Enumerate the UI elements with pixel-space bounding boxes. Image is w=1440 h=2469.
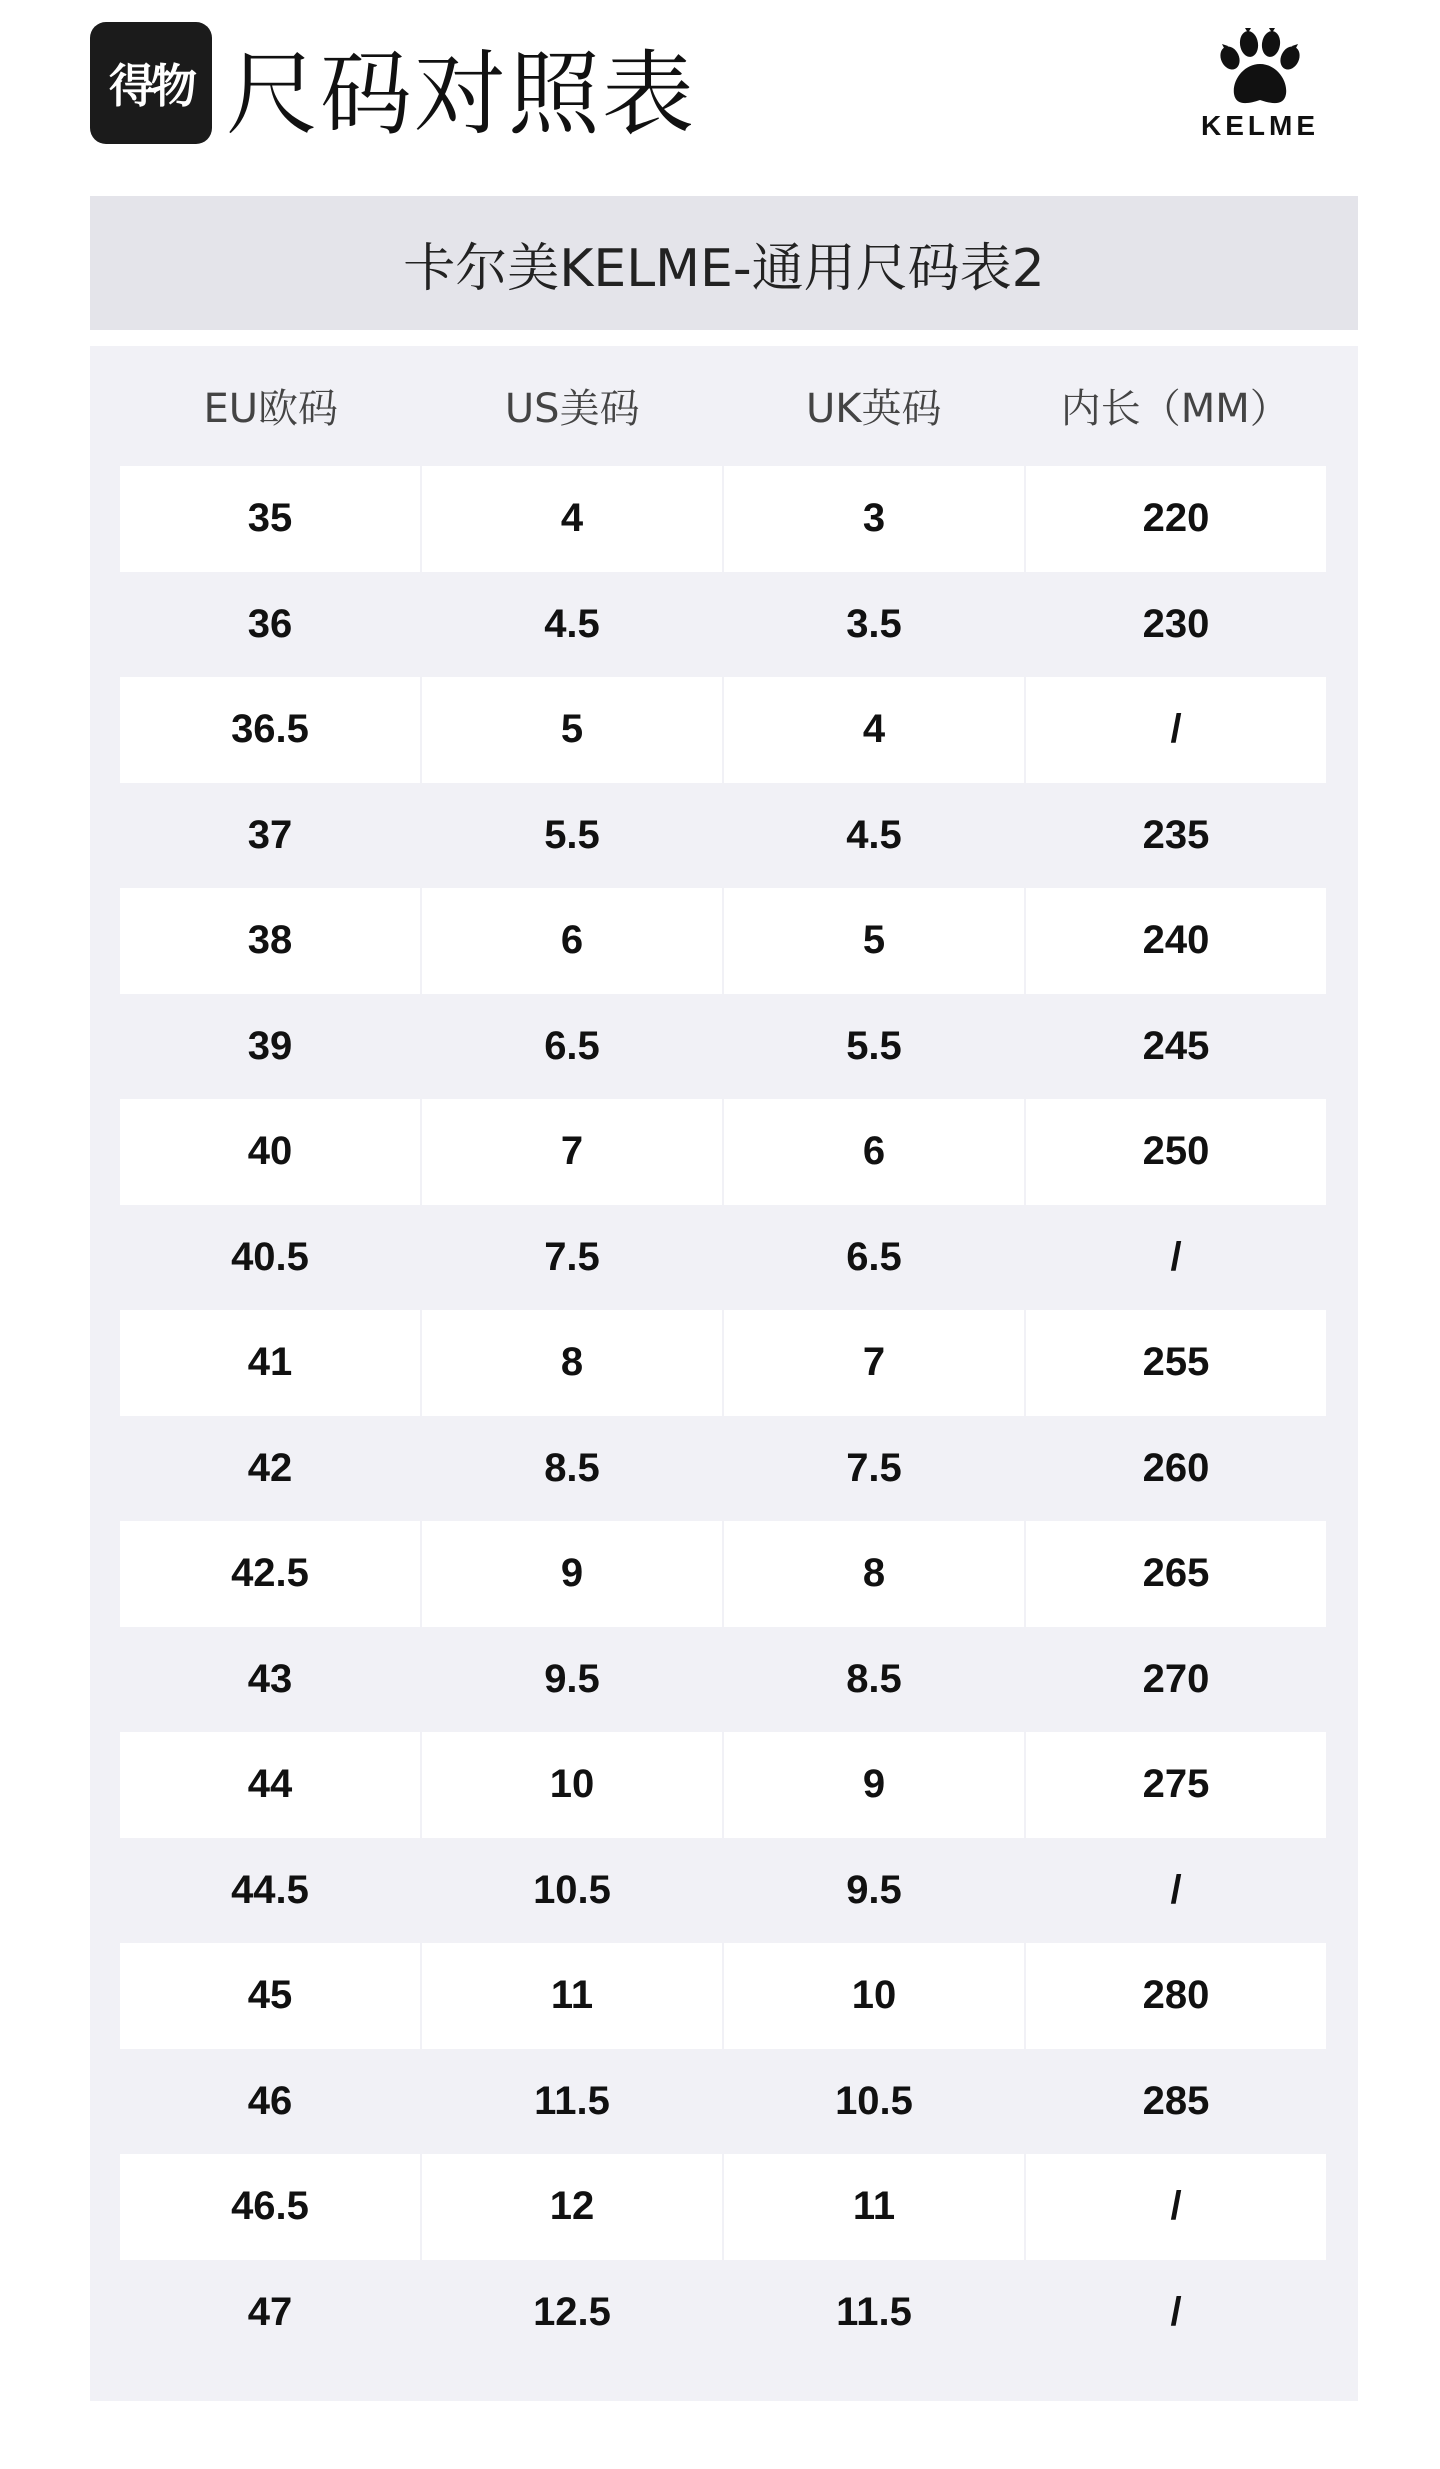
cell-uk: 5.5 <box>724 994 1026 1100</box>
table-title: 卡尔美KELME-通用尺码表2 <box>403 238 1045 299</box>
cell-eu: 38 <box>120 888 422 994</box>
column-header-uk: UK英码 <box>805 385 942 432</box>
cell-eu: 47 <box>120 2260 422 2366</box>
cell-uk: 8.5 <box>724 1627 1026 1733</box>
cell-uk: 8 <box>724 1521 1026 1627</box>
cell-us: 8 <box>422 1310 724 1416</box>
cell-uk: 3 <box>724 466 1026 572</box>
table-row <box>120 2260 1326 2366</box>
kelme-logo <box>1180 24 1340 154</box>
cell-eu: 44.5 <box>120 1838 422 1944</box>
table-title-banner <box>90 196 1358 330</box>
table-row <box>120 1627 1326 1733</box>
cell-inner-length: / <box>1026 2154 1326 2260</box>
cell-eu: 40.5 <box>120 1205 422 1311</box>
cell-inner-length: / <box>1170 1867 1182 1912</box>
table-row <box>120 1521 1326 1627</box>
table-row <box>120 1205 1326 1311</box>
dewu-logo-badge <box>90 22 212 144</box>
cell-uk: 4.5 <box>724 783 1026 889</box>
table-row <box>120 1732 1326 1838</box>
cell-us: 6 <box>422 888 724 994</box>
cell-us: 10 <box>422 1732 724 1838</box>
cell-us: 9.5 <box>422 1627 724 1733</box>
cell-uk: 3.5 <box>724 572 1026 678</box>
cell-us: 11 <box>422 1943 724 2049</box>
cell-uk: 6 <box>724 1099 1026 1205</box>
cell-eu: 37 <box>120 783 422 889</box>
cell-uk: 4 <box>724 677 1026 783</box>
size-table <box>90 346 1358 2401</box>
cell-uk: 11 <box>724 2154 1026 2260</box>
cell-us: 9 <box>422 1521 724 1627</box>
table-row <box>120 1099 1326 1205</box>
cell-inner-length: 220 <box>1026 466 1326 572</box>
cell-us: 7.5 <box>422 1205 724 1311</box>
cell-us: 10.5 <box>422 1838 724 1944</box>
cell-inner-length: / <box>1170 1234 1182 1279</box>
cell-inner-length: 235 <box>1142 812 1210 857</box>
cell-eu: 43 <box>120 1627 422 1733</box>
cell-eu: 42 <box>120 1416 422 1522</box>
cell-uk: 5 <box>724 888 1026 994</box>
cell-us: 4 <box>422 466 724 572</box>
cell-uk: 7 <box>724 1310 1026 1416</box>
cell-inner-length: 260 <box>1142 1445 1210 1490</box>
cell-inner-length: 265 <box>1026 1521 1326 1627</box>
cell-eu: 39 <box>120 994 422 1100</box>
paw-icon <box>1212 24 1308 114</box>
cell-inner-length: 255 <box>1026 1310 1326 1416</box>
page-header <box>0 0 1440 190</box>
cell-eu: 46.5 <box>120 2154 422 2260</box>
cell-us: 8.5 <box>422 1416 724 1522</box>
table-row <box>120 1416 1326 1522</box>
cell-eu: 44 <box>120 1732 422 1838</box>
cell-uk: 10.5 <box>724 2049 1026 2155</box>
cell-us: 12 <box>422 2154 724 2260</box>
table-row <box>120 888 1326 994</box>
cell-us: 4.5 <box>422 572 724 678</box>
table-row <box>120 2154 1326 2260</box>
column-header-eu: EU欧码 <box>203 385 339 432</box>
column-header-inner-length: 内长（MM） <box>1060 385 1290 432</box>
cell-uk: 9 <box>724 1732 1026 1838</box>
cell-eu: 36 <box>120 572 422 678</box>
badge-text: 得物 <box>109 59 193 113</box>
cell-eu: 36.5 <box>120 677 422 783</box>
cell-us: 12.5 <box>422 2260 724 2366</box>
column-header-us: US美码 <box>504 385 640 432</box>
table-row <box>120 783 1326 889</box>
cell-inner-length: 240 <box>1026 888 1326 994</box>
page-title: 尺码对照表 <box>226 41 697 148</box>
cell-eu: 40 <box>120 1099 422 1205</box>
cell-inner-length: 230 <box>1142 601 1210 646</box>
cell-uk: 9.5 <box>724 1838 1026 1944</box>
cell-eu: 41 <box>120 1310 422 1416</box>
cell-uk: 7.5 <box>724 1416 1026 1522</box>
cell-inner-length: 250 <box>1026 1099 1326 1205</box>
table-row <box>120 2049 1326 2155</box>
table-header-row <box>120 346 1326 464</box>
cell-eu: 35 <box>120 466 422 572</box>
cell-uk: 10 <box>724 1943 1026 2049</box>
cell-us: 5.5 <box>422 783 724 889</box>
table-row <box>120 1310 1326 1416</box>
kelme-wordmark: KELME <box>1201 110 1319 141</box>
table-row <box>120 1943 1326 2049</box>
cell-eu: 42.5 <box>120 1521 422 1627</box>
table-row <box>120 677 1326 783</box>
cell-eu: 46 <box>120 2049 422 2155</box>
cell-inner-length: / <box>1170 2289 1182 2334</box>
cell-inner-length: / <box>1026 677 1326 783</box>
cell-us: 7 <box>422 1099 724 1205</box>
cell-inner-length: 270 <box>1142 1656 1210 1701</box>
cell-us: 5 <box>422 677 724 783</box>
cell-uk: 11.5 <box>724 2260 1026 2366</box>
cell-uk: 6.5 <box>724 1205 1026 1311</box>
table-row <box>120 466 1326 572</box>
cell-inner-length: 285 <box>1142 2078 1210 2123</box>
cell-inner-length: 275 <box>1026 1732 1326 1838</box>
cell-us: 11.5 <box>422 2049 724 2155</box>
cell-inner-length: 280 <box>1026 1943 1326 2049</box>
table-row <box>120 994 1326 1100</box>
cell-us: 6.5 <box>422 994 724 1100</box>
table-body <box>120 466 1326 2365</box>
cell-inner-length: 245 <box>1142 1023 1210 1068</box>
cell-eu: 45 <box>120 1943 422 2049</box>
table-row <box>120 1838 1326 1944</box>
table-row <box>120 572 1326 678</box>
